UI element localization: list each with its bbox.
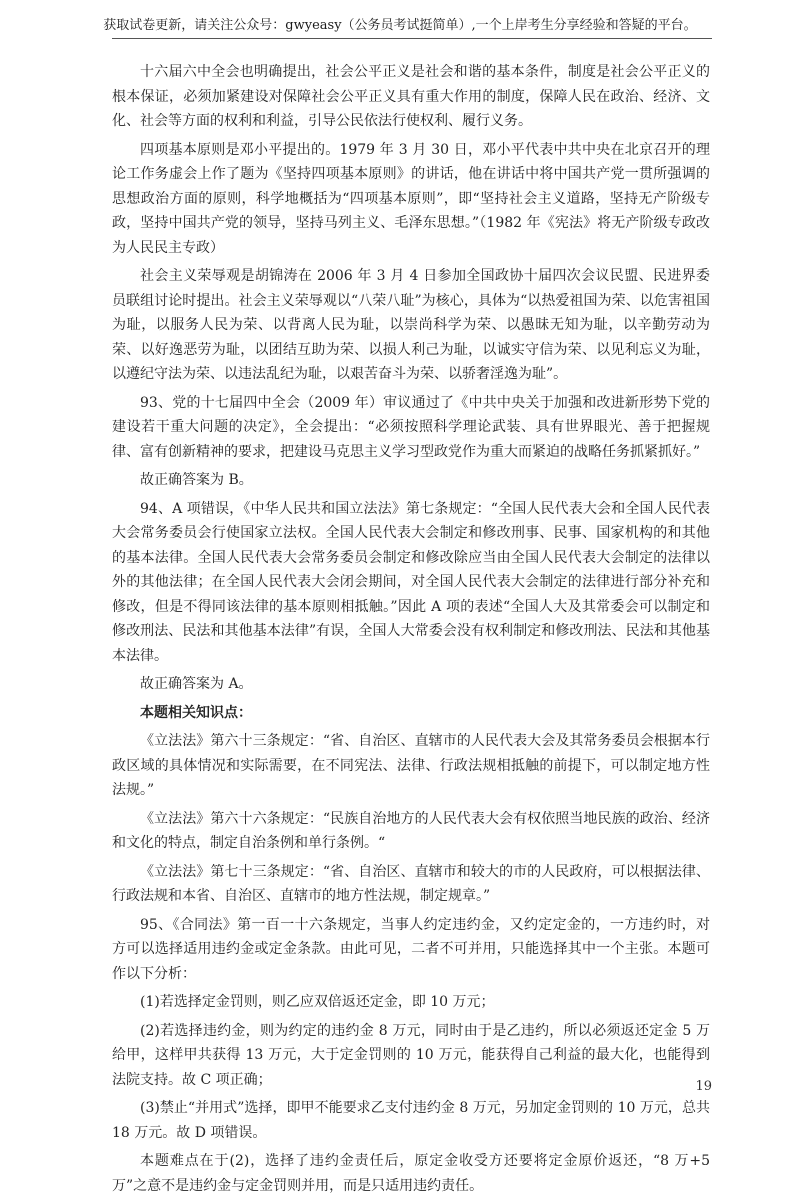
paragraph-article-66: 《立法法》第六十六条规定：“民族自治地方的人民代表大会有权依照当地民族的政治、经济和文化的特点，制定自治条例和单行条例。“	[112, 810, 710, 851]
analysis-option-3: (3)禁止“并用式”选择，即甲不能要求乙支付违约金 8 万元，另加定金罚则的 10 万元，总共 18 万元。故 D 项错误。	[112, 1100, 710, 1141]
paragraph-four-principles: 四项基本原则是邓小平提出的。1979 年 3 月 30 日，邓小平代表中共中央在北京召开的理论工作务虚会上作了题为《坚持四项基本原则》的讲话，他在讲话中将中国共产党一贯所强调的思想政治方面的原则，科学地概括为“四项基本原则”，即“坚持社会主义道路，坚持无产阶级专政，坚持中国共产党的领导，坚持马列主义、毛泽东思想。”（1982 年《宪法》将无产阶级专政改为人民民主专政）	[112, 141, 710, 256]
analysis-option-2: (2)若选择违约金，则为约定的违约金 8 万元，同时由于是乙违约，所以必须返还定金 5 万给甲，这样甲共获得 13 万元，大于定金罚则的 10 万元，能获得自己利益的最大化，也能得到法院支持。故 C 项正确；	[112, 1022, 710, 1088]
paragraph-difficulty: 本题难点在于(2)，选择了违约金责任后，原定金收受方还要将定金原价返还，“8 万+5 万”之意不是违约金与定金罚则并用，而是只适用违约责任。	[112, 1153, 710, 1194]
knowledge-heading: 本题相关知识点：	[140, 704, 252, 721]
paragraph-honor-disgrace: 社会主义荣辱观是胡锦涛在 2006 年 3 月 4 日参加全国政协十届四次会议民盟、民进界委员联组讨论时提出。社会主义荣辱观以“八荣八耻”为核心，具体为“以热爱祖国为荣、以危害祖国为耻，以服务人民为荣、以背离人民为耻，以崇尚科学为荣、以愚昧无知为耻，以辛勤劳动为荣、以好逸恶劳为耻，以团结互助为荣、以损人利己为耻，以诚实守信为荣、以见利忘义为耻，以遵纪守法为荣、以违法乱纪为耻，以艰苦奋斗为荣、以骄奢淫逸为耻”。	[112, 268, 710, 382]
header-divider	[112, 38, 712, 39]
document-body	[112, 60, 710, 1202]
paragraph-q95: 95、《合同法》第一百一十六条规定，当事人约定违约金，又约定定金的，一方违约时，对方可以选择适用违约金或定金条款。由此可见，二者不可并用，只能选择其中一个主张。本题可作以下分析：	[112, 916, 710, 982]
paragraph-q94: 94、A 项错误，《中华人民共和国立法法》第七条规定：“全国人民代表大会和全国人民代表大会常务委员会行使国家立法权。全国人民代表大会制定和修改刑事、民事、国家机构的和其他的基本法律。全国人民代表大会常务委员会制定和修改除应当由全国人民代表大会制定的法律以外的其他法律；在全国人民代表大会闭会期间，对全国人民代表大会制定的法律进行部分补充和修改，但是不得同该法律的基本原则相抵触。”因此 A 项的表述“全国人大及其常委会可以制定和修改刑法、民法和其他基本法律”有误，全国人大常委会没有权利制定和修改刑法、民法和其他基本法律。	[112, 500, 710, 664]
page-number: 19	[695, 1079, 712, 1094]
answer-q93: 故正确答案为 B。	[140, 472, 253, 488]
paragraph-article-73: 《立法法》第七十三条规定：“省、自治区、直辖市和较大的市的人民政府，可以根据法律、行政法规和本省、自治区、直辖市的地方性法规，制定规章。”	[112, 863, 710, 904]
paragraph-social-justice: 十六届六中全会也明确提出，社会公平正义是社会和谐的基本条件，制度是社会公平正义的根本保证，必须加紧建设对保障社会公平正义具有重大作用的制度，保障人民在政治、经济、文化、社会等方面的权利和利益，引导公民依法行使权利、履行义务。	[112, 64, 710, 129]
paragraph-article-63: 《立法法》第六十三条规定：“省、自治区、直辖市的人民代表大会及其常务委员会根据本行政区域的具体情况和实际需要，在不同宪法、法律、行政法规相抵触的前提下，可以制定地方性法规。”	[112, 733, 710, 798]
answer-q94: 故正确答案为 A。	[140, 676, 253, 692]
page-header: 获取试卷更新，请关注公众号：gwyeasy（公务员考试挺简单）,一个上岸考生分享经验和答疑的平台。	[103, 18, 697, 33]
paragraph-q93: 93、党的十七届四中全会（2009 年）审议通过了《中共中央关于加强和改进新形势下党的建设若干重大问题的决定》，全会提出：“必须按照科学理论武装、具有世界眼光、善于把握规律、富有创新精神的要求，把建设马克思主义学习型政党作为重大而紧迫的战略任务抓紧抓好。”	[112, 394, 710, 460]
analysis-option-1: (1)若选择定金罚则，则乙应双倍返还定金，即 10 万元；	[140, 994, 495, 1010]
